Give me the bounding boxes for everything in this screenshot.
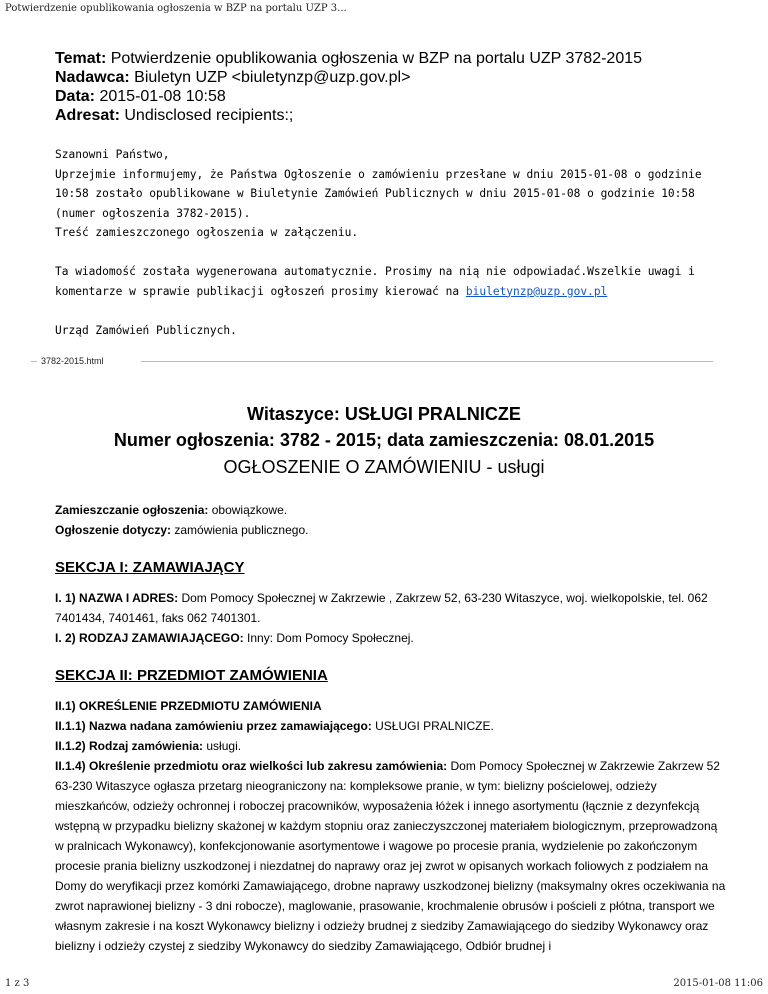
notice-number: Numer ogłoszenia: 3782 - 2015; data zamieszczenia: 08.01.2015 xyxy=(113,430,655,450)
s2-1-1-value: USŁUGI PRALNICZE. xyxy=(375,719,494,733)
placement-row xyxy=(55,500,727,520)
date-label: Data: xyxy=(55,88,96,105)
s1-2-label: I. 2) RODZAJ ZAMAWIAJĄCEGO: xyxy=(55,631,244,645)
separator-line-left xyxy=(31,361,37,362)
placement-label: Zamieszczanie ogłoszenia: xyxy=(55,503,209,517)
greeting: Szanowni Państwo, xyxy=(55,148,170,161)
section-1-heading: SEKCJA I: ZAMAWIAJĄCY xyxy=(55,559,245,576)
s2-order-kind xyxy=(55,736,727,756)
email-link[interactable]: biuletynzp@uzp.gov.pl xyxy=(465,284,608,298)
email-date-row xyxy=(55,87,642,106)
concerns-row xyxy=(55,520,727,540)
s2-order-name xyxy=(55,716,727,736)
s1-1-label: I. 1) NAZWA I ADRES: xyxy=(55,591,179,605)
notice-type: OGŁOSZENIE O ZAMÓWIENIU - usługi xyxy=(223,457,545,477)
date-value: 2015-01-08 10:58 xyxy=(99,88,226,105)
body-paragraph-1: Uprzejmie informujemy, że Państwa Ogłoszenie o zamówieniu przesłane w dniu 2015-01-08 o godzinie 10:58 zostało opublikowane w Biuletynie Zamówień Publicznych w dniu 2015-01-08 o godzinie 10:58 (numer ogłoszenia 3782-2015). xyxy=(55,167,702,220)
body-paragraph-3 xyxy=(55,262,720,301)
s2-order-description xyxy=(55,756,727,956)
email-body xyxy=(55,145,720,340)
page-header-title: Potwierdzenie opublikowania ogłoszenia w BZP na portalu UZP 3... xyxy=(5,3,347,14)
concerns-value: zamówienia publicznego. xyxy=(174,523,309,537)
print-timestamp: 2015-01-08 11:06 xyxy=(673,978,763,989)
attachment-separator xyxy=(31,356,713,366)
s2-1-2-label: II.1.2) Rodzaj zamówienia: xyxy=(55,739,204,753)
notice-content xyxy=(55,500,727,956)
attachment-name[interactable]: 3782-2015.html xyxy=(41,356,104,366)
s1-name-address xyxy=(55,588,727,628)
from-value: Biuletyn UZP <biuletynzp@uzp.gov.pl> xyxy=(134,69,411,86)
auto-notice-text: Ta wiadomość została wygenerowana automatycznie. Prosimy na nią nie odpowiadać.Wszelkie uwagi i komentarze w sprawie publikacji ogłoszeń prosimy kierować na xyxy=(55,265,695,298)
subject-value: Potwierdzenie opublikowania ogłoszenia w BZP na portalu UZP 3782-2015 xyxy=(110,50,643,67)
s2-1-2-value: usługi. xyxy=(206,739,242,753)
notice-title: Witaszyce: USŁUGI PRALNICZE xyxy=(247,404,521,424)
s2-1-label: II.1) OKREŚLENIE PRZEDMIOTU ZAMÓWIENIA xyxy=(55,699,322,713)
s2-1-1-label: II.1.1) Nazwa nadana zamówieniu przez zamawiającego: xyxy=(55,719,372,733)
concerns-label: Ogłoszenie dotyczy: xyxy=(55,523,172,537)
placement-value: obowiązkowe. xyxy=(211,503,288,517)
separator-line-right xyxy=(141,361,713,362)
signature: Urząd Zamówień Publicznych. xyxy=(55,323,237,337)
s1-2-value: Inny: Dom Pomocy Społecznej. xyxy=(247,631,414,645)
s1-contractor-type xyxy=(55,628,727,648)
to-value: Undisclosed recipients:; xyxy=(124,107,294,124)
email-subject-row xyxy=(55,49,642,68)
s2-1-4-label: II.1.4) Określenie przedmiotu oraz wielkości lub zakresu zamówienia: xyxy=(55,759,448,773)
section-2-heading: SEKCJA II: PRZEDMIOT ZAMÓWIENIA xyxy=(55,667,328,684)
email-header xyxy=(55,49,642,125)
email-from-row xyxy=(55,68,642,87)
body-paragraph-2: Treść zamieszczonego ogłoszenia w załączeniu. xyxy=(55,226,359,239)
page-number: 1 z 3 xyxy=(5,978,30,989)
to-label: Adresat: xyxy=(55,107,120,124)
subject-label: Temat: xyxy=(55,50,107,67)
s2-1-4-value: Dom Pomocy Społecznej w Zakrzewie Zakrzew 52 63-230 Witaszyce ogłasza przetarg nieograniczony na: kompleksowe pranie, w tym: bielizny pościelowej, odzieży mieszkańców, odzieży ochronnej i roboczej pracowników, wyposażenia łóżek i innego asortymentu (łącznie z dezynfekcją wstępną w przypadku bielizny skażonej w każdym stopniu oraz zanieczyszczonej materiałem biologicznym, przeprowadzoną w pralnicach Wykonawcy), konfekcjonowanie asortymentowe i wagowe po procesie prania, wydzielenie po zakończonym procesie prania bielizny uszkodzonej i niezdatnej do naprawy oraz jej zwrot w opisanych workach foliowych z podziałem na Domy do weryfikacji przez komórki Zamawiającego, drobne naprawy uszkodzonej bielizny (maksymalny okres oczekiwania na zwrot naprawionej bielizny - 3 dni robocze), maglowanie, prasowanie, krochmalenie obrusów i pościeli z płótna, transport we własnym zakresie i na koszt Wykonawcy bielizny i odzieży brudnej z siedziby Zamawiającego do siedziby Wykonawcy oraz bielizny i odzieży czystej z siedziby Wykonawcy do siedziby Zamawiającego, Odbiór brudnej i xyxy=(55,759,726,953)
s1-1-value: Dom Pomocy Społecznej w Zakrzewie , Zakrzew 52, 63-230 Witaszyce, woj. wielkopolskie, tel. 062 7401434, 7401461, faks 062 7401301. xyxy=(55,591,708,625)
s2-1-heading xyxy=(55,696,727,716)
from-label: Nadawca: xyxy=(55,69,130,86)
email-to-row xyxy=(55,106,642,125)
